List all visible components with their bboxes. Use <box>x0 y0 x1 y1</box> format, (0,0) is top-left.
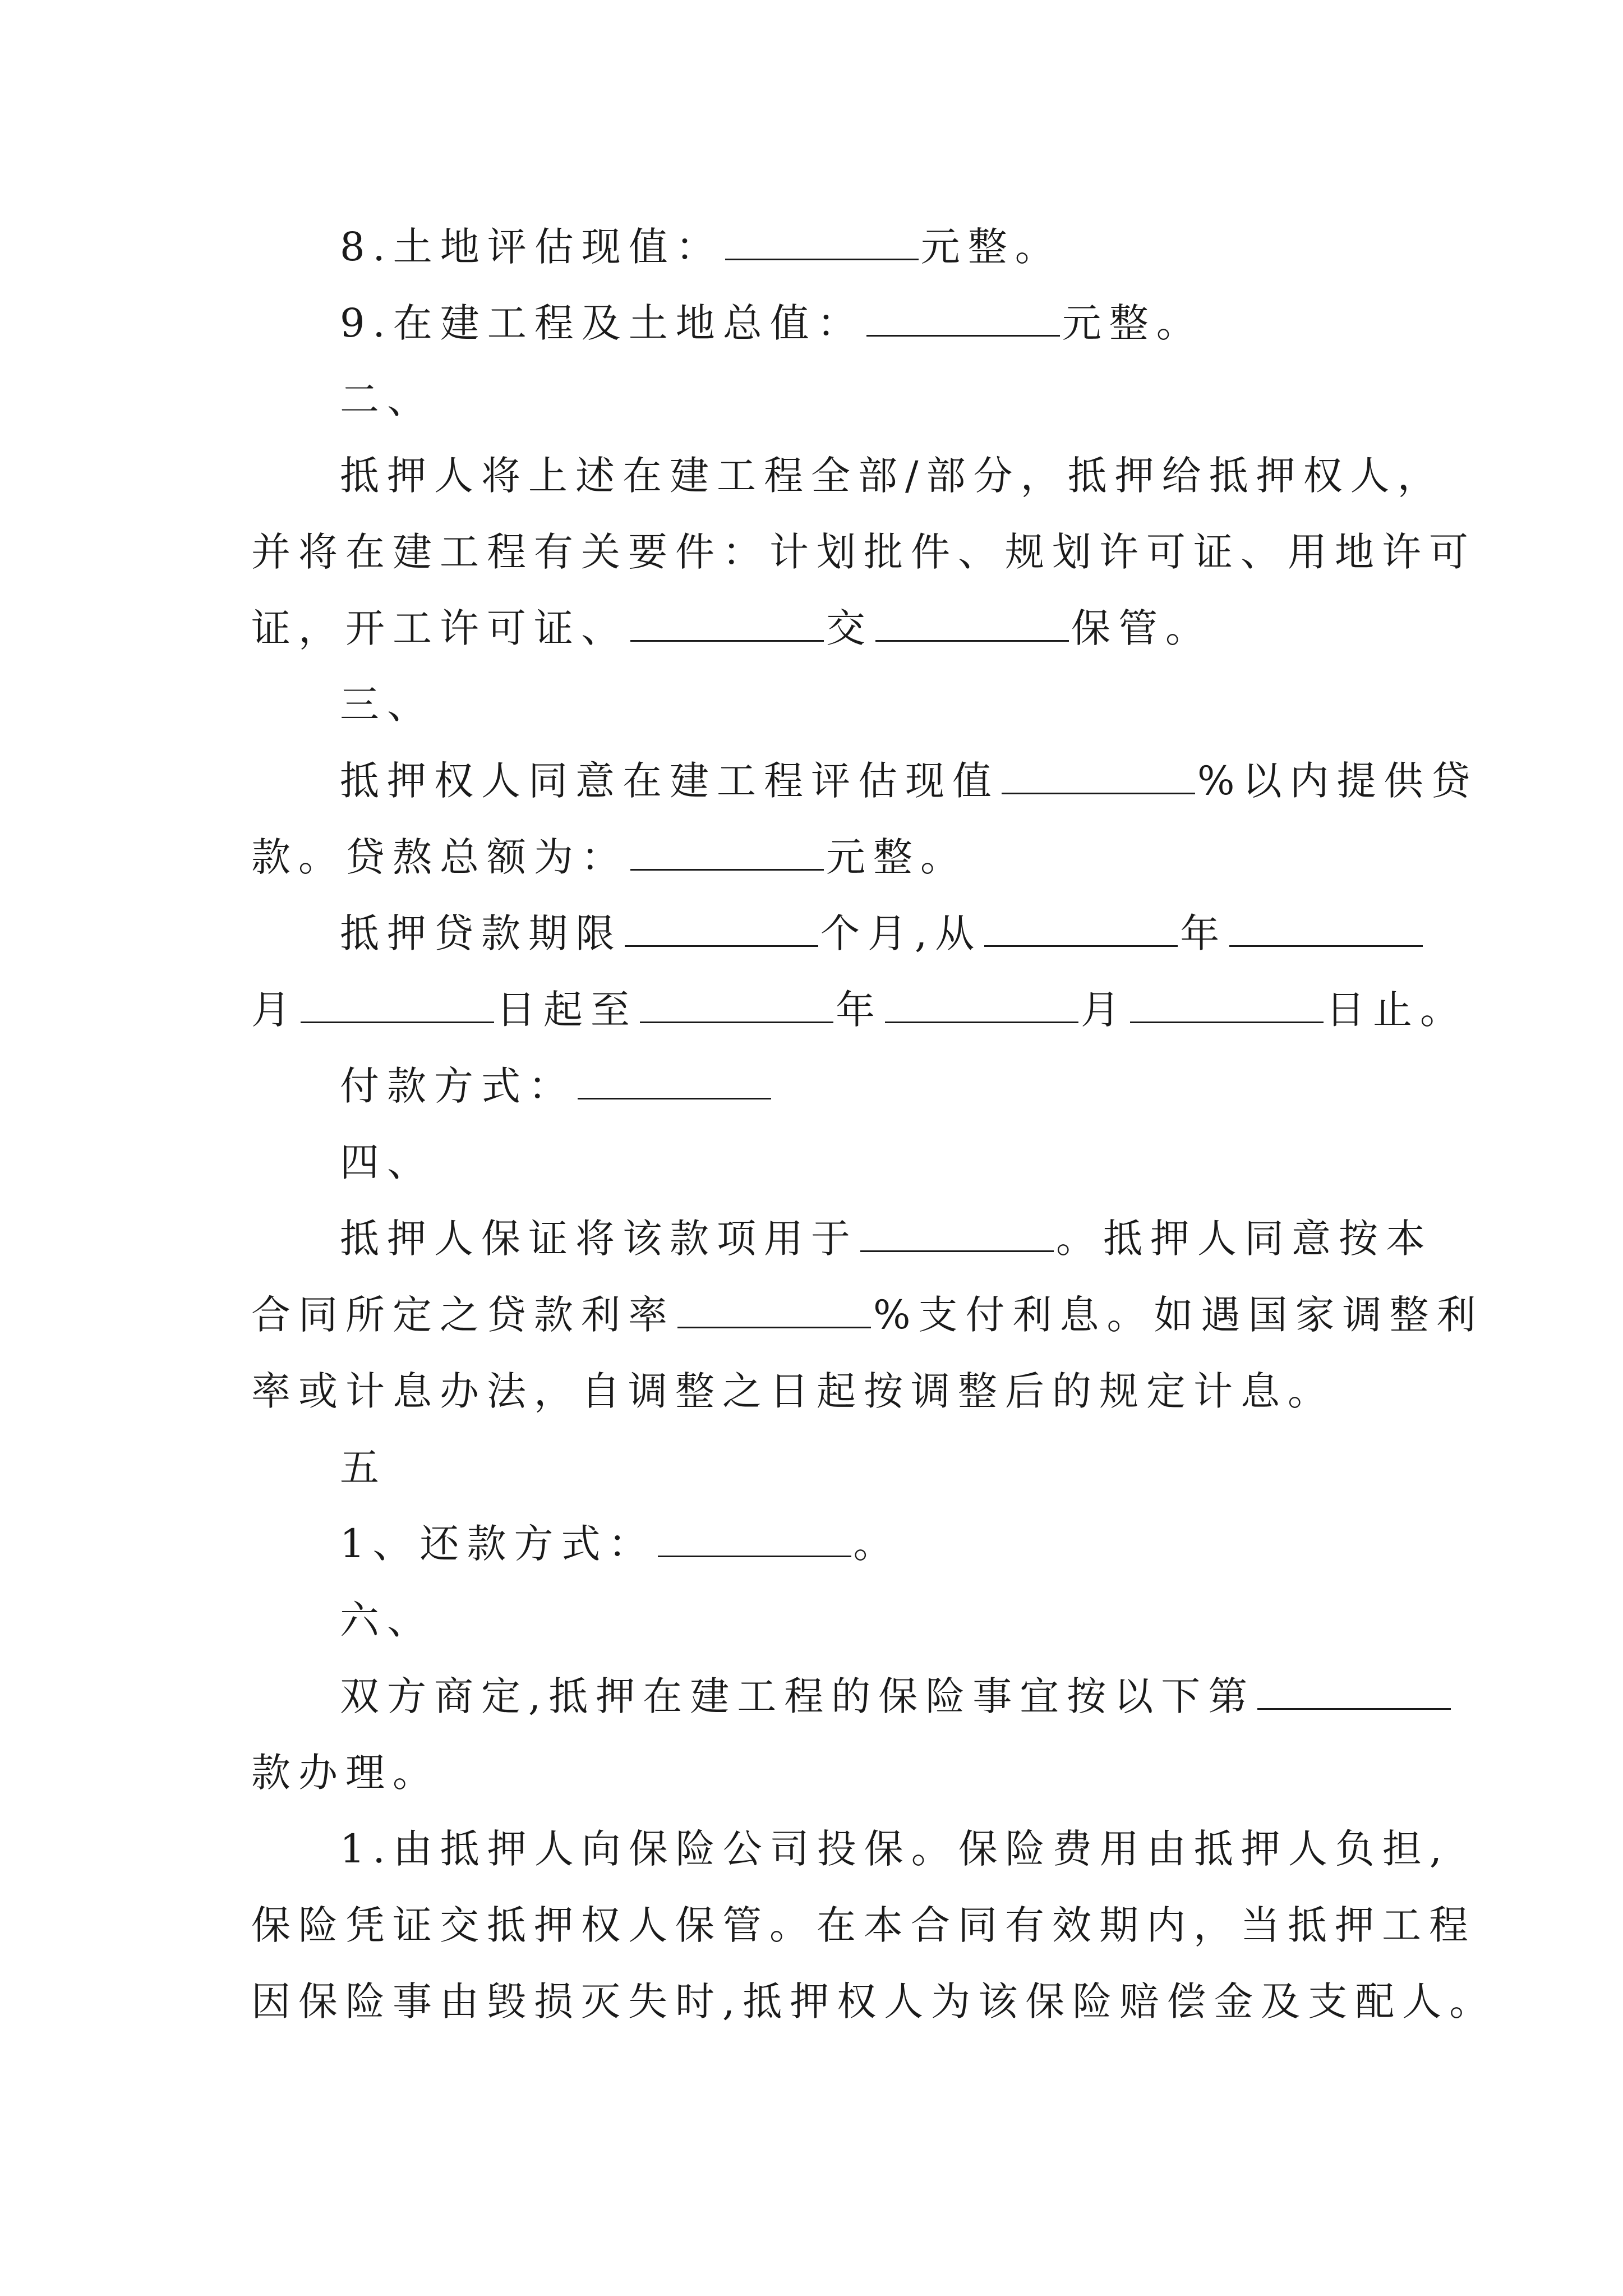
text-segment: 月 <box>251 987 298 1033</box>
fill-in-blank <box>725 227 919 260</box>
text-segment: 1、还款方式： <box>340 1521 656 1567</box>
text-segment: 双方商定,抵押在建工程的保险事宜按以下第 <box>340 1673 1256 1719</box>
fill-in-blank <box>1229 914 1423 947</box>
text-segment: 款。贷熬总额为： <box>251 834 628 880</box>
text-segment: 保险凭证交抵押权人保管。在本合同有效期内，当抵押工程 <box>251 1902 1476 1948</box>
fill-in-blank <box>578 1066 771 1099</box>
text-line <box>251 1658 1390 1734</box>
text-segment: 年 <box>1180 910 1228 956</box>
text-line <box>251 1200 1433 1277</box>
fill-in-blank <box>984 914 1178 947</box>
text-segment: 抵押贷款期限 <box>340 910 623 956</box>
fill-in-blank <box>866 303 1060 337</box>
text-line <box>251 1734 1390 1811</box>
text-segment: 。 <box>853 1521 901 1567</box>
text-line <box>251 1353 1390 1429</box>
fill-in-blank <box>1002 761 1195 794</box>
text-line <box>251 361 1390 438</box>
text-line <box>251 514 1476 590</box>
text-segment: 月 <box>1081 987 1128 1033</box>
fill-in-blank <box>625 914 818 947</box>
text-segment: %支付利息。如遇国家调整利 <box>873 1292 1484 1338</box>
text-segment: 付款方式： <box>340 1063 575 1109</box>
fill-in-blank <box>1257 1677 1451 1710</box>
text-segment: 个月,从 <box>820 910 983 956</box>
text-line <box>251 1048 1390 1124</box>
text-segment: 抵押权人同意在建工程评估现值 <box>340 758 999 804</box>
fill-in-blank <box>875 609 1069 642</box>
text-line <box>251 819 1390 895</box>
text-line <box>251 1124 1390 1200</box>
text-segment: 因保险事由毁损灭失时,抵押权人为该保险赔偿金及支配人。 <box>251 1978 1497 2024</box>
text-segment: 款办理。 <box>251 1750 440 1796</box>
text-segment: 元整。 <box>826 834 967 880</box>
fill-in-blank <box>630 838 824 871</box>
text-segment: 合同所定之贷款利率 <box>251 1292 675 1338</box>
text-line <box>251 743 1478 819</box>
text-segment: 保管。 <box>1071 605 1212 651</box>
text-segment: 年 <box>836 987 883 1033</box>
text-segment: 9.在建工程及土地总值： <box>340 300 864 346</box>
text-segment: 六、 <box>340 1597 434 1643</box>
fill-in-blank <box>885 990 1078 1023</box>
text-segment: 元整。 <box>1062 300 1204 346</box>
text-segment: 并将在建工程有关要件：计划批件、规划许可证、用地许可 <box>251 529 1476 575</box>
text-line <box>251 209 1390 285</box>
text-line <box>251 1811 1450 1887</box>
fill-in-blank <box>1130 990 1324 1023</box>
fill-in-blank <box>860 1219 1054 1252</box>
text-segment: 证，开工许可证、 <box>251 605 628 651</box>
text-segment: 二、 <box>340 376 434 422</box>
text-line <box>251 895 1390 972</box>
text-segment: 交 <box>826 605 873 651</box>
text-segment: 五 <box>340 1444 387 1490</box>
fill-in-blank <box>677 1295 871 1328</box>
fill-in-blank <box>630 609 824 642</box>
text-line <box>251 285 1390 361</box>
text-segment: %以内提供贷 <box>1197 758 1478 804</box>
text-line <box>251 1582 1390 1658</box>
contract-body <box>251 209 1497 2040</box>
text-line <box>251 1887 1476 1963</box>
text-segment: 8.土地评估现值： <box>340 224 723 270</box>
fill-in-blank <box>640 990 833 1023</box>
text-line <box>251 972 1467 1048</box>
text-line <box>251 1963 1497 2040</box>
text-segment: 四、 <box>340 1139 434 1185</box>
text-segment: 抵押人保证将该款项用于 <box>340 1216 858 1262</box>
text-line <box>251 666 1390 743</box>
text-segment: 日止。 <box>1326 987 1467 1033</box>
text-segment: 。抵押人同意按本 <box>1056 1216 1433 1262</box>
text-segment: 元整。 <box>920 224 1062 270</box>
fill-in-blank <box>301 990 494 1023</box>
text-segment: 1.由抵押人向保险公司投保。保险费用由抵押人负担, <box>340 1826 1450 1872</box>
text-line <box>251 590 1390 666</box>
text-line <box>251 1506 1390 1582</box>
text-segment: 率或计息办法，自调整之日起按调整后的规定计息。 <box>251 1368 1335 1414</box>
text-line <box>251 438 1445 514</box>
text-line <box>251 1277 1484 1353</box>
text-line <box>251 1429 1390 1506</box>
text-segment: 日起至 <box>496 987 638 1033</box>
text-segment: 三、 <box>340 682 434 728</box>
fill-in-blank <box>658 1524 851 1557</box>
text-segment: 抵押人将上述在建工程全部/部分，抵押给抵押权人， <box>340 453 1445 499</box>
